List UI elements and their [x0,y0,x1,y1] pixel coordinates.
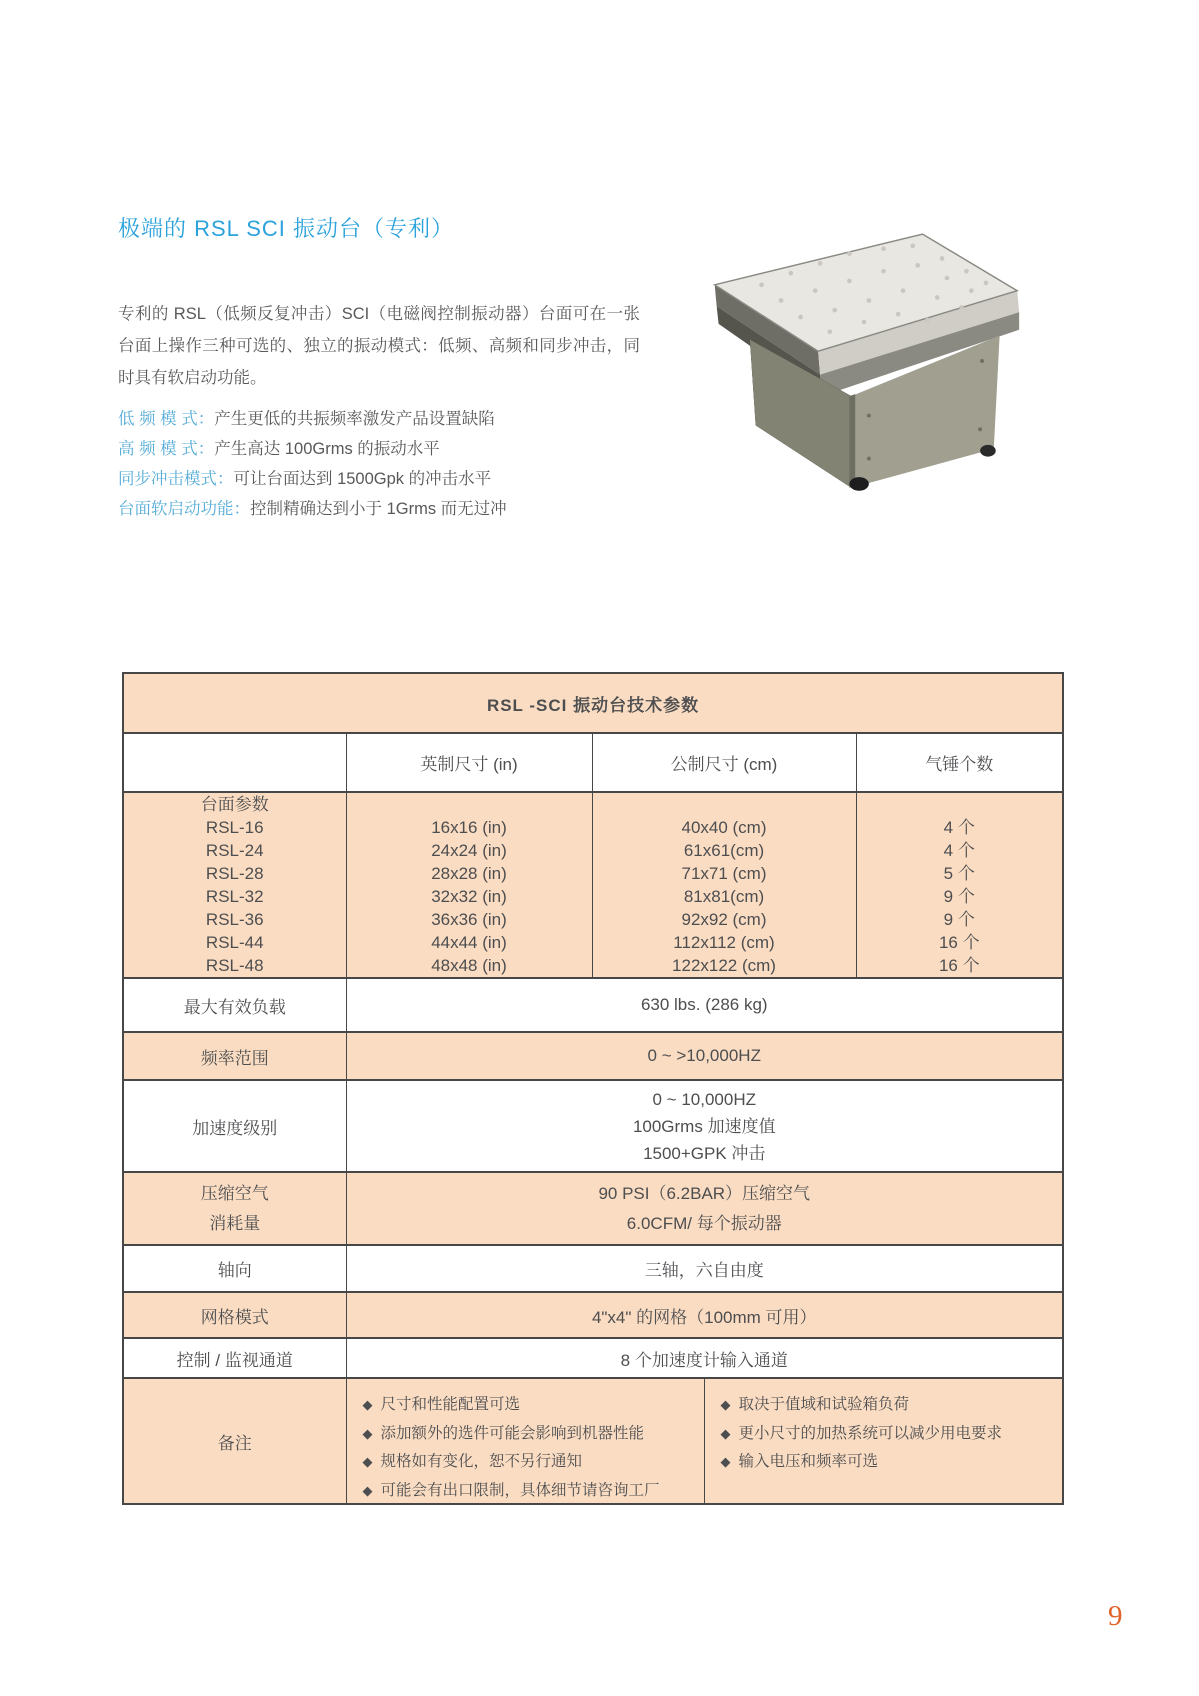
hammer-count: 4 个 [943,818,975,837]
product-caster-right [980,445,996,457]
accel-line: 0 ~ 10,000HZ [652,1089,756,1109]
hammer-count: 9 个 [943,887,975,906]
mode-line-low-freq [118,404,658,434]
row-label [123,1172,346,1245]
note-item [721,1391,1055,1420]
sizes-inch-cell [346,792,592,978]
mode-line-soft-start [118,494,658,524]
note-text: 取决于值域和试验箱负荷 [738,1396,910,1413]
mode-label: 低 频 模 式： [118,410,215,428]
row-value: 0 ~ >10,000HZ [346,1032,1063,1080]
mode-line-sync-shock [118,464,658,494]
notes-column-left [347,1379,705,1503]
row-label: 轴向 [123,1245,346,1292]
spec-table-container [122,672,1064,1505]
sizes-cm-cell [592,792,856,978]
sizes-hammers-cell [856,792,1063,978]
spec-row-notes [123,1378,1063,1504]
cm-value: 81x81(cm) [683,887,765,906]
hammer-count: 16 个 [938,933,980,952]
model-name: RSL-44 [205,933,264,952]
spec-row-grid-pattern [123,1292,1063,1338]
row-value [346,1172,1063,1245]
note-text: 可能会有出口限制，具体细节请咨询工厂 [380,1481,660,1499]
spec-header-row [123,733,1063,792]
diamond-bullet-icon: ◆ [720,1454,731,1469]
note-text: 添加额外的选件可能会影响到机器性能 [380,1424,645,1442]
inch-value: 28x28 (in) [431,864,507,883]
spec-table [122,672,1064,1505]
air-line: 90 PSI（6.2BAR）压缩空气 [598,1183,811,1203]
hammer-count: 9 个 [943,910,975,929]
note-item [363,1420,696,1449]
model-name: RSL-28 [205,864,264,883]
spec-row-control-channels [123,1338,1063,1378]
header-cm: 公制尺寸 (cm) [592,733,856,792]
inch-value: 36x36 (in) [431,910,507,929]
hammer-count: 16 个 [938,956,980,975]
row-label: 网格模式 [123,1292,346,1338]
spec-sizes-row [123,792,1063,978]
model-name: RSL-32 [205,887,264,906]
mode-label: 台面软启动功能： [118,500,250,518]
diamond-bullet-icon: ◆ [720,1397,731,1412]
notes-label: 备注 [123,1378,346,1504]
mode-label: 高 频 模 式： [118,440,215,458]
row-label: 加速度级别 [123,1080,346,1172]
note-item [363,1477,696,1506]
spec-row-max-load [123,978,1063,1032]
air-label-line: 压缩空气 [200,1183,269,1203]
diamond-bullet-icon: ◆ [362,1397,373,1412]
note-item [363,1391,696,1420]
note-text: 规格如有变化，恕不另行通知 [380,1453,583,1470]
mode-line-high-freq [118,434,658,464]
product-photo [703,221,1025,497]
model-name: RSL-48 [205,956,264,975]
notes-cell [346,1378,1063,1504]
air-label-line: 消耗量 [209,1213,261,1233]
row-value [346,1080,1063,1172]
cm-value: 61x61(cm) [683,841,765,860]
note-item [363,1448,696,1477]
mode-text: 控制精确达到小于 1Grms 而无过冲 [250,500,507,518]
cm-value: 122x122 (cm) [672,956,776,975]
row-label: 最大有效负载 [123,978,346,1032]
notes-column-right [705,1379,1063,1485]
note-text: 更小尺寸的加热系统可以减少用电要求 [738,1424,1003,1442]
spec-title-row [123,673,1063,733]
row-value: 8 个加速度计输入通道 [346,1338,1063,1378]
row-value: 4"x4" 的网格（100mm 可用） [346,1292,1063,1338]
header-inch: 英制尺寸 (in) [346,733,592,792]
note-text: 输入电压和频率可选 [738,1453,879,1470]
spec-row-compressed-air [123,1172,1063,1245]
cm-value: 112x112 (cm) [673,933,775,952]
spec-row-acceleration [123,1080,1063,1172]
inch-value: 48x48 (in) [431,956,507,975]
page-number: 9 [1108,1600,1123,1632]
row-value: 三轴，六自由度 [346,1245,1063,1292]
row-label: 控制 / 监视通道 [123,1338,346,1378]
diamond-bullet-icon: ◆ [362,1482,373,1498]
spec-row-freq-range [123,1032,1063,1080]
inch-value: 44x44 (in) [431,933,507,952]
mode-text: 可让台面达到 1500Gpk 的冲击水平 [233,470,492,488]
sizes-models-cell [123,792,346,978]
mode-text: 产生高达 100Grms 的振动水平 [214,440,440,458]
product-caster-front [849,477,869,491]
sizes-section-label: 台面参数 [200,795,269,814]
inch-value: 32x32 (in) [431,887,507,906]
row-value: 630 lbs. (286 kg) [346,978,1063,1032]
diamond-bullet-icon: ◆ [362,1454,373,1469]
mode-list [118,404,658,524]
product-corner-seam [849,394,855,488]
spec-row-axis [123,1245,1063,1292]
notes-columns [347,1379,1063,1503]
air-line: 6.0CFM/ 每个振动器 [626,1213,782,1233]
model-name: RSL-16 [205,818,264,837]
cm-value: 71x71 (cm) [681,864,767,883]
page-title: 极端的 RSL SCI 振动台（专利） [118,216,454,241]
cm-value: 40x40 (cm) [681,818,767,837]
model-name: RSL-36 [205,910,264,929]
note-item [721,1420,1055,1449]
model-name: RSL-24 [205,841,264,860]
row-label: 频率范围 [123,1032,346,1080]
diamond-bullet-icon: ◆ [720,1425,731,1441]
note-text: 尺寸和性能配置可选 [380,1396,521,1413]
mode-text: 产生更低的共振频率激发产品设置缺陷 [214,410,495,428]
spec-table-title: RSL -SCI 振动台技术参数 [123,673,1063,733]
accel-line: 1500+GPK 冲击 [643,1143,766,1163]
hammer-count: 5 个 [943,864,975,883]
mode-label: 同步冲击模式： [118,470,234,488]
cm-value: 92x92 (cm) [681,910,767,929]
header-empty [123,733,346,792]
inch-value: 16x16 (in) [431,818,507,837]
note-item [721,1448,1055,1477]
hammer-count: 4 个 [943,841,975,860]
accel-line: 100Grms 加速度值 [632,1116,776,1136]
diamond-bullet-icon: ◆ [362,1425,373,1441]
intro-paragraph: 专利的 RSL（低频反复冲击）SCI（电磁阀控制振动器）台面可在一张台面上操作三种可选的、独立的振动模式：低频、高频和同步冲击，同时具有软启动功能。 [118,305,640,387]
header-hammers: 气锤个数 [856,733,1063,792]
inch-value: 24x24 (in) [431,841,507,860]
